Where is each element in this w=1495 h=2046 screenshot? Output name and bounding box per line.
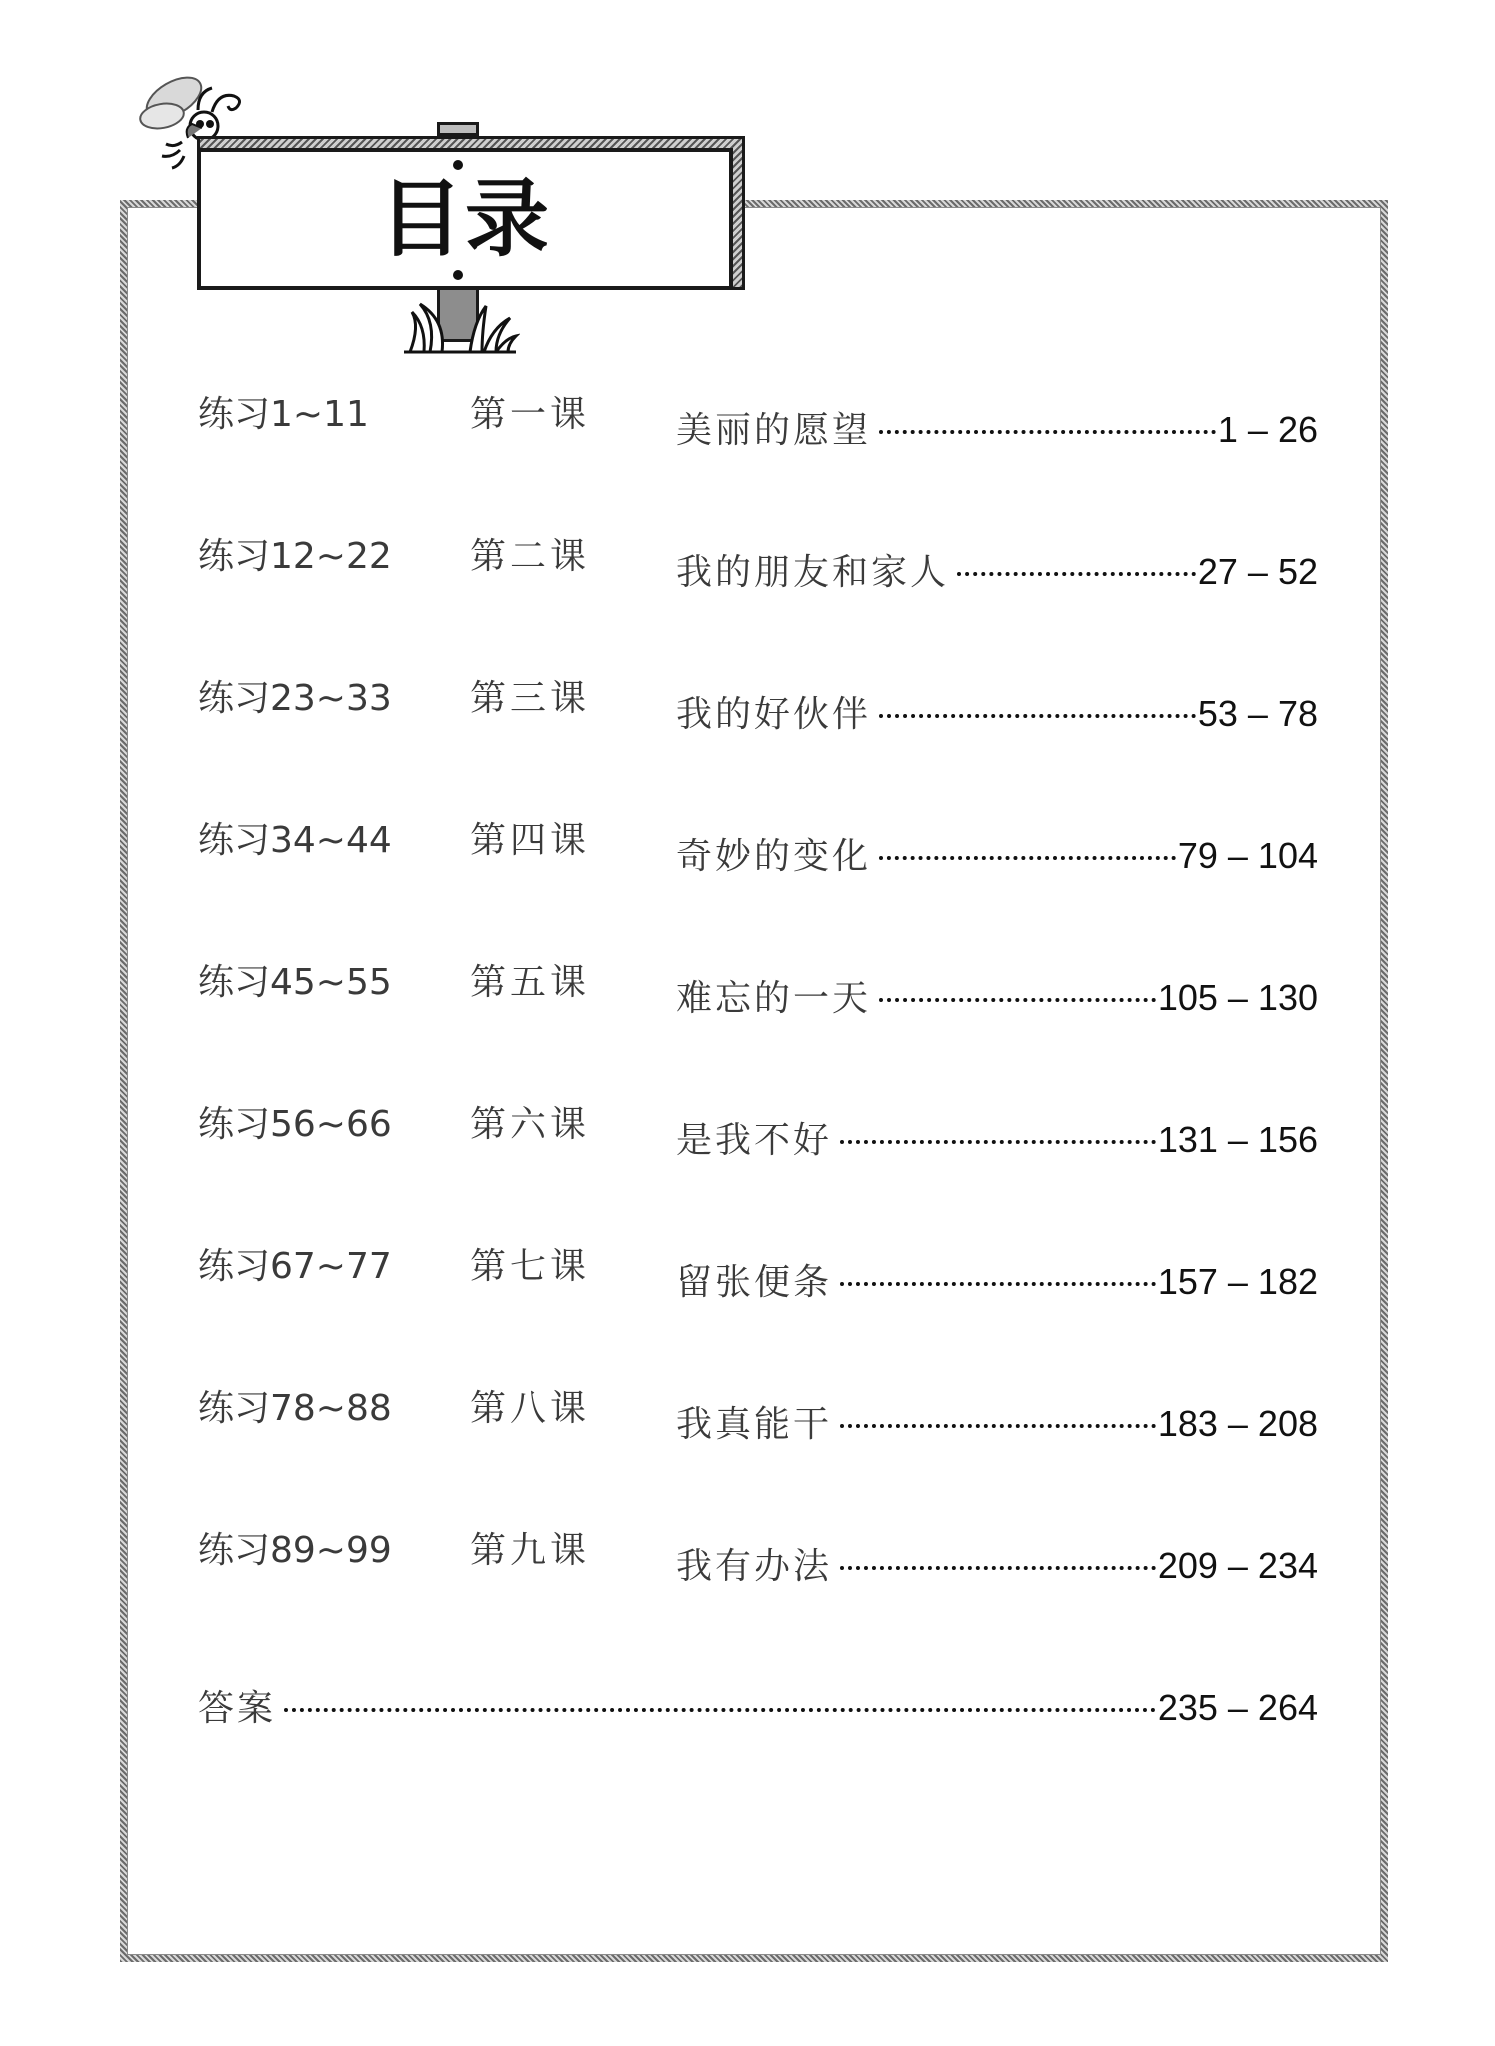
signpost-icon bbox=[197, 148, 733, 290]
toc-lesson: 第八课 bbox=[470, 1388, 591, 1429]
toc-exercises: 练习56~66 bbox=[198, 1104, 392, 1145]
leader-dots bbox=[879, 952, 1156, 1002]
toc-lesson: 第一课 bbox=[470, 394, 591, 435]
toc-entry bbox=[676, 1386, 1318, 1448]
toc-exercises: 练习45~55 bbox=[198, 962, 392, 1003]
toc-lesson: 第四课 bbox=[470, 820, 591, 861]
toc-row[interactable] bbox=[198, 818, 1318, 960]
toc-title: 我的好伙伴 bbox=[676, 694, 872, 735]
leader-dots bbox=[840, 1378, 1156, 1428]
toc-title: 奇妙的变化 bbox=[676, 836, 872, 877]
toc-row-answers[interactable] bbox=[198, 1670, 1318, 1812]
toc-lesson: 第七课 bbox=[470, 1246, 591, 1287]
toc-lesson: 第九课 bbox=[470, 1530, 591, 1571]
toc-entry bbox=[676, 676, 1318, 738]
toc-exercises: 练习34~44 bbox=[198, 820, 392, 861]
toc-lesson: 第六课 bbox=[470, 1104, 591, 1145]
toc-entry bbox=[676, 392, 1318, 454]
page-title: 目录 bbox=[379, 170, 552, 268]
toc-entry bbox=[676, 1528, 1318, 1590]
toc-row[interactable] bbox=[198, 534, 1318, 676]
toc-title: 是我不好 bbox=[676, 1120, 833, 1161]
toc-pages: 105 – 130 bbox=[1157, 977, 1318, 1018]
table-of-contents bbox=[198, 392, 1318, 1812]
toc-exercises: 练习12~22 bbox=[198, 536, 392, 577]
toc-entry bbox=[198, 1670, 1318, 1732]
toc-row[interactable] bbox=[198, 676, 1318, 818]
toc-exercises: 练习1~11 bbox=[198, 394, 369, 435]
leader-dots bbox=[840, 1520, 1156, 1570]
toc-entry bbox=[676, 818, 1318, 880]
toc-lesson: 第五课 bbox=[470, 962, 591, 1003]
leader-dots bbox=[879, 668, 1196, 718]
leader-dots bbox=[879, 384, 1216, 434]
toc-title: 答案 bbox=[198, 1688, 277, 1729]
toc-lesson: 第二课 bbox=[470, 536, 591, 577]
leader-dots bbox=[284, 1662, 1156, 1712]
toc-exercises: 练习89~99 bbox=[198, 1530, 392, 1571]
grass-icon bbox=[400, 292, 520, 354]
toc-entry bbox=[676, 960, 1318, 1022]
toc-pages: 79 – 104 bbox=[1177, 835, 1318, 876]
toc-row[interactable] bbox=[198, 1244, 1318, 1386]
toc-exercises: 练习78~88 bbox=[198, 1388, 392, 1429]
toc-pages: 235 – 264 bbox=[1157, 1687, 1318, 1728]
toc-pages: 27 – 52 bbox=[1197, 551, 1318, 592]
toc-pages: 183 – 208 bbox=[1157, 1403, 1318, 1444]
toc-title: 我的朋友和家人 bbox=[676, 552, 950, 593]
toc-entry bbox=[676, 1244, 1318, 1306]
toc-exercises: 练习23~33 bbox=[198, 678, 392, 719]
toc-pages: 53 – 78 bbox=[1197, 693, 1318, 734]
toc-title: 我真能干 bbox=[676, 1404, 833, 1445]
toc-row[interactable] bbox=[198, 1102, 1318, 1244]
nail-top bbox=[453, 160, 463, 170]
toc-exercises: 练习67~77 bbox=[198, 1246, 392, 1287]
toc-pages: 1 – 26 bbox=[1217, 409, 1318, 450]
toc-pages: 131 – 156 bbox=[1157, 1119, 1318, 1160]
nail-bottom bbox=[453, 270, 463, 280]
toc-row[interactable] bbox=[198, 1386, 1318, 1528]
leader-dots bbox=[840, 1094, 1156, 1144]
toc-title: 美丽的愿望 bbox=[676, 410, 872, 451]
signpost-cap bbox=[437, 122, 479, 136]
toc-title: 留张便条 bbox=[676, 1262, 833, 1303]
toc-entry bbox=[676, 1102, 1318, 1164]
leader-dots bbox=[840, 1236, 1156, 1286]
toc-row[interactable] bbox=[198, 960, 1318, 1102]
leader-dots bbox=[957, 526, 1196, 576]
toc-lesson: 第三课 bbox=[470, 678, 591, 719]
toc-row[interactable] bbox=[198, 392, 1318, 534]
toc-pages: 209 – 234 bbox=[1157, 1545, 1318, 1586]
toc-entry bbox=[676, 534, 1318, 596]
toc-pages: 157 – 182 bbox=[1157, 1261, 1318, 1302]
leader-dots bbox=[879, 810, 1176, 860]
toc-row[interactable] bbox=[198, 1528, 1318, 1670]
toc-title: 我有办法 bbox=[676, 1546, 833, 1587]
toc-title: 难忘的一天 bbox=[676, 978, 872, 1019]
